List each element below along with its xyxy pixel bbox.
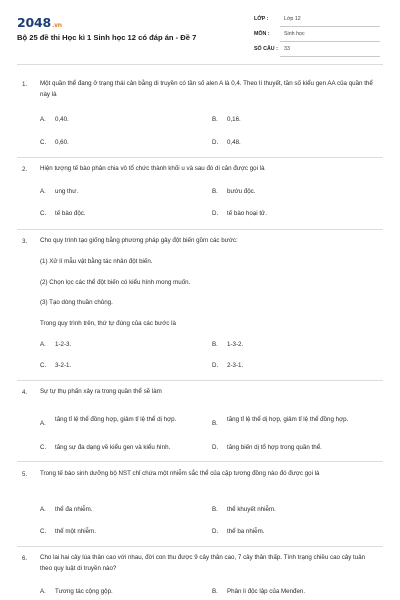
option-letter: D. — [212, 139, 219, 146]
question-number: 6. — [22, 555, 28, 562]
meta-key: SỐ CÂU : — [254, 46, 278, 52]
option-letter: A. — [40, 116, 46, 123]
logo-tld: .vn — [52, 22, 62, 29]
option-text: ung thư. — [55, 188, 79, 195]
option-letter: C. — [40, 139, 47, 146]
option-text: 1-2-3. — [55, 341, 72, 348]
option-text: thể đa nhiễm. — [55, 506, 93, 513]
option-text: 0,60. — [55, 139, 69, 146]
question-number: 2. — [22, 166, 28, 173]
option-letter: B. — [212, 506, 218, 513]
option-letter: D. — [212, 444, 219, 451]
option-text: 0,48. — [227, 139, 241, 146]
option-text: tăng sự đa dạng về kiểu gen và kiểu hình. — [55, 444, 171, 451]
option-letter: C. — [40, 362, 47, 369]
option-letter: A. — [40, 588, 46, 595]
option-text: tăng biến dị tổ hợp trong quần thể. — [227, 444, 322, 451]
question-statement: (1) Xử lí mẫu vật bằng tác nhân đột biến. — [40, 258, 153, 265]
question-number: 1. — [22, 81, 28, 88]
option-text: tế bào độc. — [55, 210, 86, 217]
meta-question-count — [254, 44, 380, 58]
option-letter: A. — [40, 420, 46, 427]
question-divider — [17, 546, 383, 547]
option-text: bướu độc. — [227, 188, 256, 195]
meta-class — [254, 14, 380, 28]
question-divider — [17, 380, 383, 381]
option-text: thể ba nhiễm. — [227, 528, 265, 535]
question-text: Cho quy trình tạo giống bằng phương pháp gây đột biến gồm các bước: — [40, 237, 238, 244]
question-text: Một quần thể đang ở trạng thái cân bằng di truyền có tần số alen A là 0,4. Theo lí thuyết, tần số kiểu gen AA của quần thể này là — [40, 80, 373, 98]
option-text: 0,40. — [55, 116, 69, 123]
option-text: Phân li độc lập của Menđen. — [227, 588, 306, 595]
question-divider — [17, 229, 383, 230]
option-letter: B. — [212, 341, 218, 348]
option-letter: B. — [212, 420, 218, 427]
option-text: 0,16. — [227, 116, 241, 123]
option-letter: A. — [40, 506, 46, 513]
option-letter: C. — [40, 444, 47, 451]
header-divider — [17, 64, 383, 65]
question-text: Cho lai hai cây lúa thân cao với nhau, đời con thu được 9 cây thân cao, 7 cây thân thấp. Tính trạng chiều cao cây tuân theo quy luật di truyền nào? — [40, 554, 366, 572]
option-letter: D. — [212, 362, 219, 369]
meta-underline — [280, 41, 380, 42]
question-number: 3. — [22, 238, 28, 245]
option-text: 1-3-2. — [227, 341, 244, 348]
site-logo[interactable] — [17, 15, 62, 30]
option-letter: B. — [212, 588, 218, 595]
question-text: Hiện tượng tế bào phân chia vô tổ chức thành khối u và sau đó di căn được gọi là — [40, 165, 265, 172]
meta-value: 33 — [284, 46, 290, 52]
meta-key: MÔN : — [254, 31, 270, 37]
question-divider — [17, 157, 383, 158]
option-text: tế bào hoại tử. — [227, 210, 267, 217]
question-text: Trong tế bào sinh dưỡng bộ NST chỉ chứa một nhiễm sắc thể của cặp tương đồng nào đó được gọi là — [40, 470, 320, 477]
logo-main: 2048 — [17, 15, 51, 30]
meta-underline — [280, 26, 380, 27]
question-statement: Trong quy trình trên, thứ tự đúng của các bước là — [40, 320, 176, 327]
option-text: 2-3-1. — [227, 362, 244, 369]
option-letter: C. — [40, 528, 47, 535]
question-statement: (3) Tạo dòng thuần chủng. — [40, 299, 113, 306]
meta-key: LỚP : — [254, 16, 269, 22]
option-letter: C. — [40, 210, 47, 217]
option-text: thể khuyết nhiễm. — [227, 506, 276, 513]
option-letter: D. — [212, 528, 219, 535]
option-text: Tương tác cộng gộp. — [55, 588, 113, 595]
exam-title: Bộ 25 đề thi Học kì 1 Sinh học 12 có đáp án - Đề 7 — [17, 33, 197, 42]
option-text: 3-2-1. — [55, 362, 72, 369]
question-number: 4. — [22, 389, 28, 396]
option-letter: B. — [212, 116, 218, 123]
meta-subject — [254, 29, 380, 43]
meta-underline — [280, 56, 380, 57]
option-letter: B. — [212, 188, 218, 195]
question-text: Sự tự thụ phấn xảy ra trong quần thể sẽ làm — [40, 388, 162, 395]
question-statement: (2) Chọn lọc các thể đột biến có kiểu hình mong muốn. — [40, 279, 191, 286]
question-divider — [17, 461, 383, 462]
option-text: tăng tỉ lệ thể đồng hợp, giảm tỉ lệ thể dị hợp. — [55, 416, 177, 423]
meta-value: Lớp 12 — [284, 16, 301, 22]
meta-value: Sinh học — [284, 31, 305, 37]
option-letter: D. — [212, 210, 219, 217]
question-number: 5. — [22, 471, 28, 478]
option-text: thể một nhiễm. — [55, 528, 96, 535]
option-text: tăng tỉ lệ thể dị hợp, giảm tỉ lệ thể đồng hợp. — [227, 416, 349, 423]
option-letter: A. — [40, 188, 46, 195]
option-letter: A. — [40, 341, 46, 348]
